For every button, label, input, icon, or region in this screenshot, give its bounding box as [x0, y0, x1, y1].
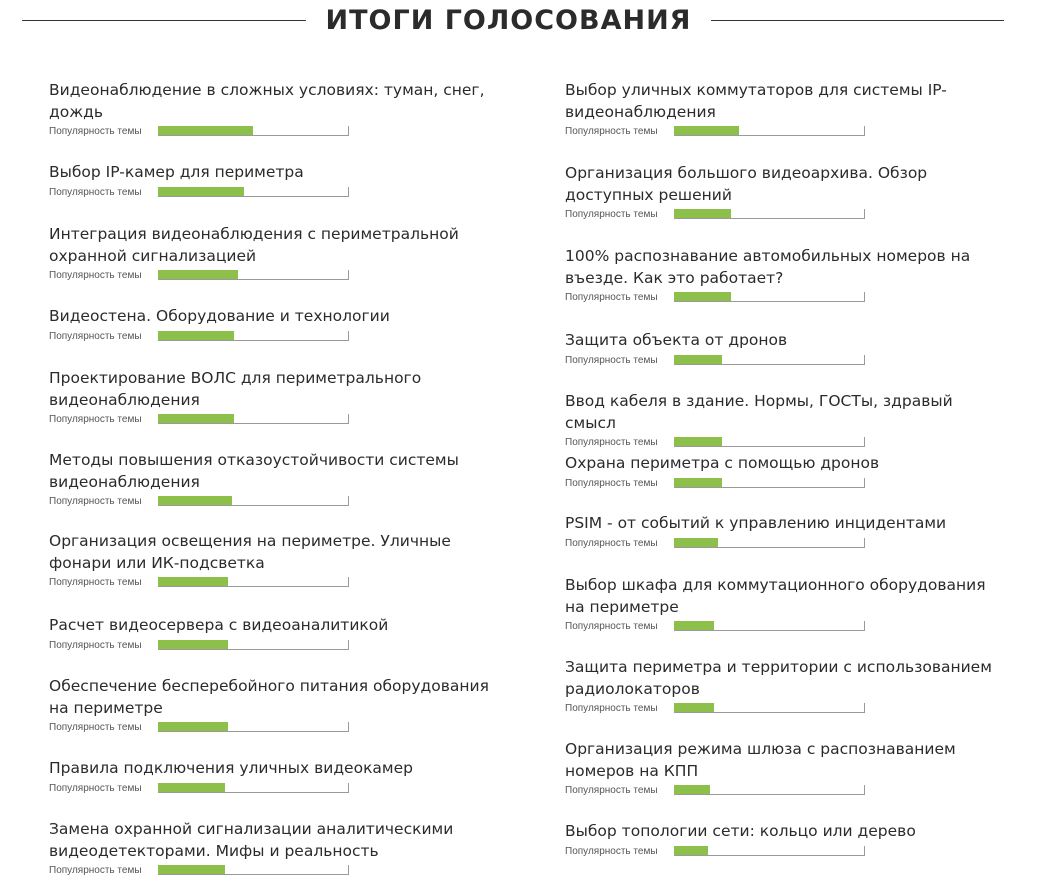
popularity-label: Популярность темы: [49, 270, 142, 281]
popularity-row: [49, 185, 499, 201]
topic-title: Организация режима шлюза с распознаванием номеров на КПП: [565, 740, 956, 780]
topic-title: Выбор уличных коммутаторов для системы IP-видеонаблюдения: [565, 81, 947, 121]
popularity-label: Популярность темы: [49, 577, 142, 588]
popularity-row: [565, 435, 1015, 451]
popularity-label: Популярность темы: [565, 437, 658, 448]
popularity-label: Популярность темы: [49, 126, 142, 137]
popularity-bar-fill: [674, 785, 710, 794]
topic-title: Обеспечение бесперебойного питания оборудования на периметре: [49, 677, 489, 717]
topic-title: Методы повышения отказоустойчивости системы видеонаблюдения: [49, 451, 459, 491]
popularity-label: Популярность темы: [565, 537, 658, 549]
popularity-bar: [674, 538, 865, 548]
topic-title: Видеостена. Оборудование и технологии: [49, 307, 390, 325]
topic-title: Выбор IP-камер для периметра: [49, 163, 304, 181]
popularity-label: Популярность темы: [565, 845, 658, 857]
popularity-row: [49, 412, 499, 428]
popularity-bar: [674, 126, 865, 136]
topic-item: [49, 368, 499, 428]
popularity-bar: [674, 785, 865, 795]
popularity-bar: [674, 478, 865, 488]
popularity-bar-fill: [158, 722, 228, 731]
topic-item: [49, 450, 499, 510]
topic-title: Выбор шкафа для коммутационного оборудования на периметре: [565, 576, 986, 616]
topic-title: Выбор топологии сети: кольцо или дерево: [565, 822, 916, 840]
popularity-label: Популярность темы: [49, 639, 142, 651]
popularity-label: Популярность темы: [49, 865, 142, 876]
topic-item: [565, 513, 1015, 552]
popularity-label: Популярность темы: [565, 621, 658, 632]
topic-title: Замена охранной сигнализации аналитическими видеодетекторами. Мифы и реальность: [49, 820, 454, 860]
popularity-label: Популярность темы: [49, 496, 142, 507]
popularity-row: [565, 783, 1015, 799]
popularity-bar: [674, 703, 865, 713]
topic-item: [49, 819, 499, 879]
popularity-bar: [674, 846, 865, 856]
topic-title: 100% распознавание автомобильных номеров на въезде. Как это работает?: [565, 247, 971, 287]
topic-item: [49, 615, 499, 654]
popularity-bar: [158, 126, 349, 136]
popularity-bar-fill: [158, 270, 238, 279]
topic-title: Расчет видеосервера с видеоаналитикой: [49, 616, 389, 634]
popularity-bar-fill: [674, 621, 714, 630]
popularity-bar-fill: [674, 703, 714, 712]
header-divider-right: [711, 20, 1004, 21]
topic-title: Видеонаблюдение в сложных условиях: туман, снег, дождь: [49, 81, 485, 121]
topic-item: [49, 306, 499, 345]
popularity-bar-fill: [674, 846, 708, 855]
page-title: ИТОГИ ГОЛОСОВАНИЯ: [325, 5, 692, 36]
topic-title: Проектирование ВОЛС для периметрального видеонаблюдения: [49, 369, 422, 409]
topic-item: [49, 676, 499, 736]
topic-title: Охрана периметра с помощью дронов: [565, 454, 880, 472]
topic-item: [565, 821, 1015, 860]
topic-title: Ввод кабеля в здание. Нормы, ГОСТы, здравый смысл: [565, 392, 953, 432]
topic-title: Интеграция видеонаблюдения с периметральной охранной сигнализацией: [49, 225, 459, 265]
popularity-row: [49, 720, 499, 736]
popularity-bar-fill: [158, 577, 228, 586]
topic-item: [565, 453, 1015, 492]
popularity-label: Популярность темы: [565, 292, 658, 303]
popularity-row: [49, 781, 499, 797]
header-divider-left: [22, 20, 306, 21]
popularity-label: Популярность темы: [49, 414, 142, 425]
topic-title: Защита объекта от дронов: [565, 331, 788, 349]
popularity-bar: [158, 331, 349, 341]
popularity-row: [565, 207, 1015, 223]
popularity-row: [49, 494, 499, 510]
popularity-bar: [158, 722, 349, 732]
popularity-row: [565, 701, 1015, 717]
topic-title: Организация большого видеоархива. Обзор доступных решений: [565, 164, 928, 204]
popularity-bar-fill: [674, 478, 722, 487]
popularity-bar-fill: [674, 209, 731, 218]
popularity-bar: [158, 414, 349, 424]
topic-item: [49, 162, 499, 201]
popularity-bar: [158, 783, 349, 793]
popularity-row: [565, 844, 1015, 860]
popularity-bar-fill: [674, 437, 722, 446]
popularity-row: [49, 638, 499, 654]
topic-title: Правила подключения уличных видеокамер: [49, 759, 413, 777]
topic-item: [565, 739, 1015, 799]
popularity-bar-fill: [158, 783, 225, 792]
popularity-bar: [158, 577, 349, 587]
popularity-bar: [674, 437, 865, 447]
popularity-label: Популярность темы: [565, 477, 658, 489]
results-header: [0, 0, 1039, 44]
popularity-row: [565, 619, 1015, 635]
popularity-row: [565, 124, 1015, 140]
popularity-bar: [158, 865, 349, 875]
popularity-row: [49, 329, 499, 345]
popularity-label: Популярность темы: [565, 785, 658, 796]
popularity-label: Популярность темы: [565, 126, 658, 137]
topic-item: [565, 246, 1015, 306]
popularity-bar-fill: [158, 187, 244, 196]
popularity-row: [565, 290, 1015, 306]
topic-item: [49, 224, 499, 284]
popularity-bar: [158, 270, 349, 280]
popularity-label: Популярность темы: [49, 330, 142, 342]
popularity-bar-fill: [158, 640, 228, 649]
popularity-label: Популярность темы: [565, 209, 658, 220]
popularity-bar-fill: [158, 496, 232, 505]
popularity-row: [565, 536, 1015, 552]
topic-item: [565, 657, 1015, 717]
popularity-label: Популярность темы: [49, 782, 142, 794]
topic-item: [565, 163, 1015, 223]
topic-item: [565, 80, 1015, 140]
popularity-row: [565, 476, 1015, 492]
popularity-label: Популярность темы: [49, 186, 142, 198]
popularity-bar: [158, 187, 349, 197]
popularity-bar-fill: [674, 355, 722, 364]
topic-item: [49, 758, 499, 797]
popularity-bar-fill: [674, 292, 731, 301]
topic-item: [565, 575, 1015, 635]
popularity-bar-fill: [158, 126, 253, 135]
popularity-row: [49, 268, 499, 284]
topic-item: [49, 531, 499, 591]
topic-item: [49, 80, 499, 140]
popularity-bar: [158, 496, 349, 506]
popularity-bar-fill: [158, 331, 234, 340]
topic-title: PSIM - от событий к управлению инцидентами: [565, 514, 947, 532]
topic-item: [565, 391, 1015, 451]
popularity-bar-fill: [158, 865, 225, 874]
popularity-bar: [158, 640, 349, 650]
topic-item: [565, 330, 1015, 369]
popularity-row: [49, 863, 499, 879]
topic-title: Организация освещения на периметре. Уличные фонари или ИК-подсветка: [49, 532, 451, 572]
popularity-bar-fill: [674, 538, 718, 547]
popularity-label: Популярность темы: [49, 722, 142, 733]
popularity-bar: [674, 209, 865, 219]
popularity-row: [565, 353, 1015, 369]
topic-title: Защита периметра и территории с использованием радиолокаторов: [565, 658, 992, 698]
popularity-label: Популярность темы: [565, 703, 658, 714]
popularity-bar-fill: [674, 126, 739, 135]
popularity-row: [49, 124, 499, 140]
popularity-bar: [674, 292, 865, 302]
popularity-bar: [674, 621, 865, 631]
popularity-bar: [674, 355, 865, 365]
popularity-bar-fill: [158, 414, 234, 423]
popularity-label: Популярность темы: [565, 354, 658, 366]
popularity-row: [49, 575, 499, 591]
